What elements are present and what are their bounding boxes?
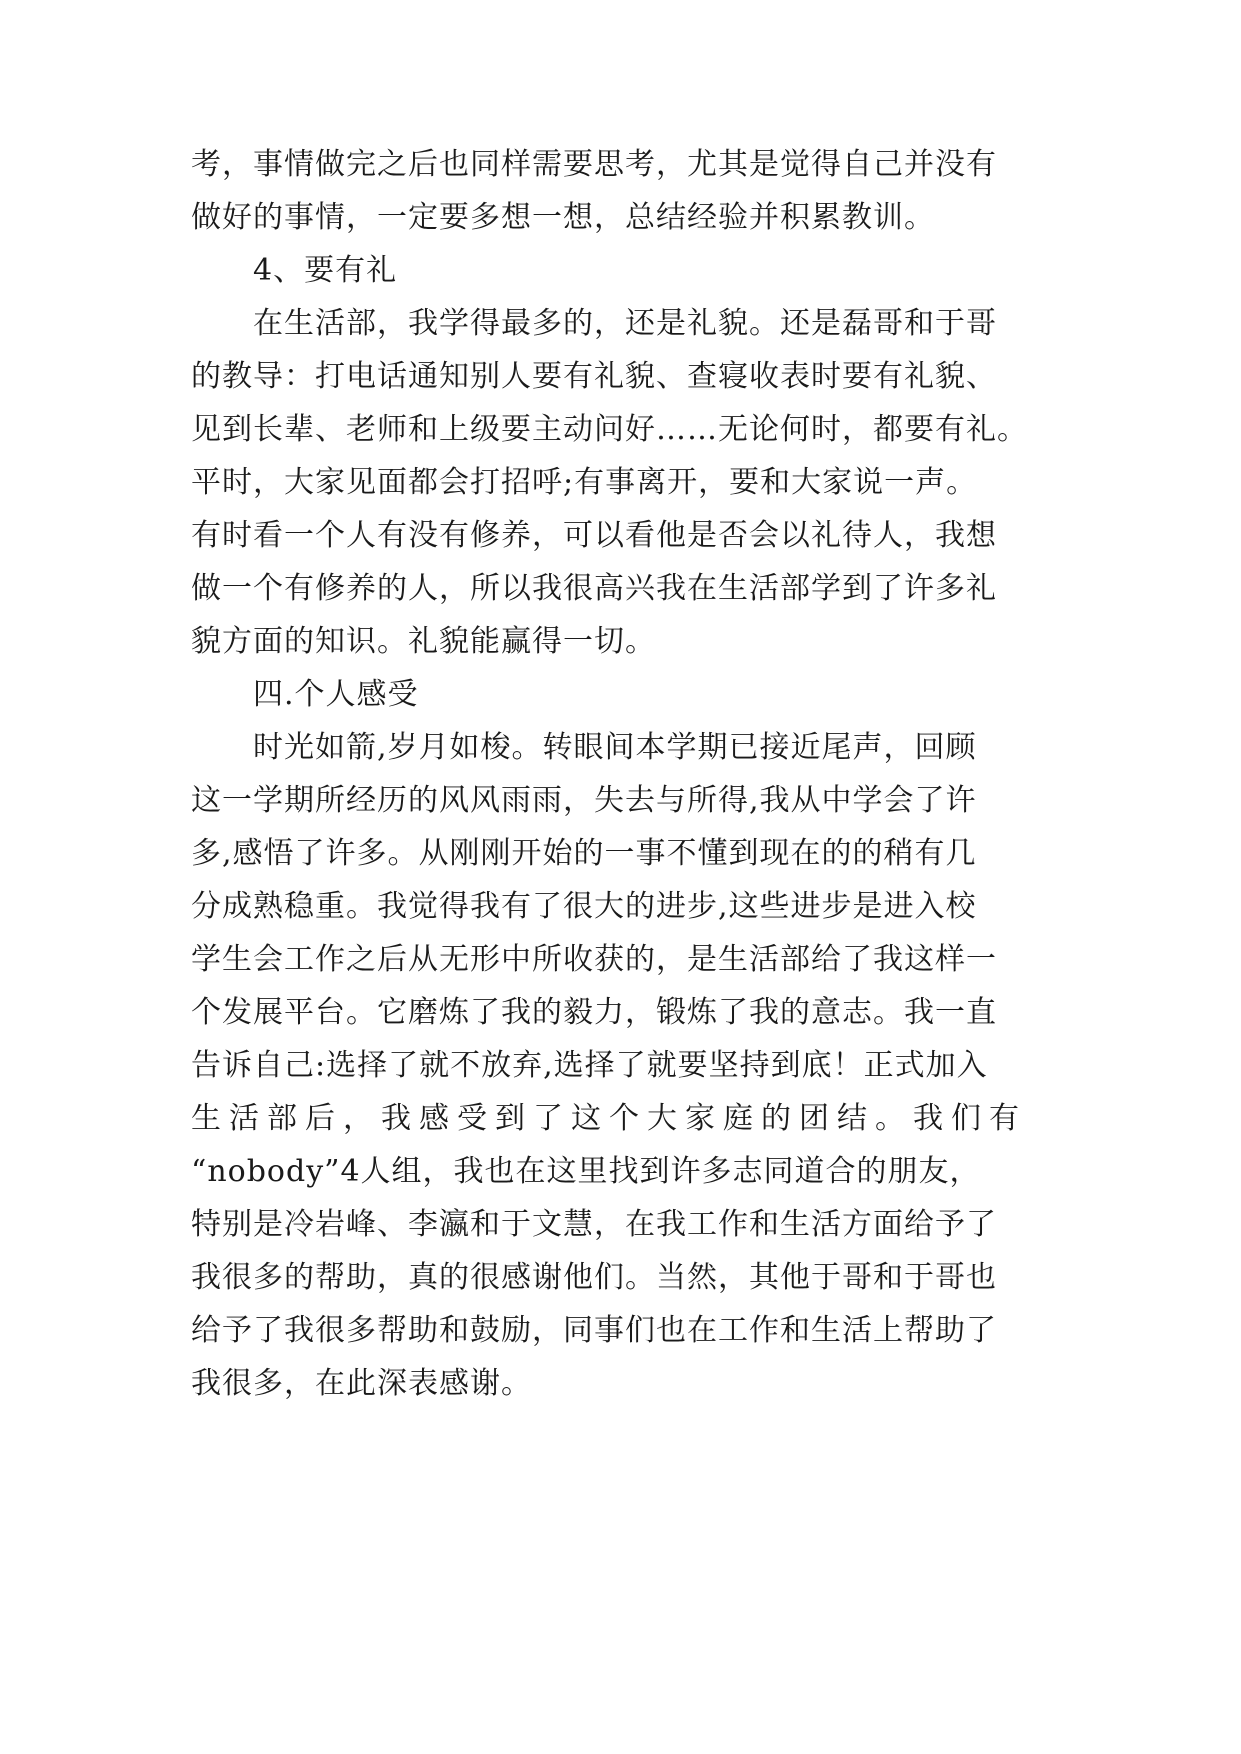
paragraph-line: 告诉自己:选择了就不放弃,选择了就要坚持到底！正式加入: [191, 1048, 988, 1083]
paragraph-line: 时光如箭,岁月如梭。转眼间本学期已接近尾声，回顾: [253, 730, 977, 765]
paragraph-line: “nobody”4人组，我也在这里找到许多志同道合的朋友，: [191, 1154, 981, 1189]
paragraph-line: 的教导：打电话通知别人要有礼貌、查寝收表时要有礼貌、: [191, 359, 997, 394]
paragraph-line: 在生活部，我学得最多的，还是礼貌。还是磊哥和于哥: [253, 306, 997, 341]
paragraph-line: 给予了我很多帮助和鼓励，同事们也在工作和生活上帮助了: [191, 1313, 997, 1348]
paragraph-line: 我很多，在此深表感谢。: [191, 1366, 532, 1401]
paragraph-line: 平时，大家见面都会打招呼;有事离开，要和大家说一声。: [191, 465, 978, 500]
paragraph-line: 有时看一个人有没有修养，可以看他是否会以礼待人，我想: [191, 518, 997, 553]
paragraph-line: 做好的事情，一定要多想一想，总结经验并积累教训。: [191, 200, 935, 235]
paragraph-line: 学生会工作之后从无形中所收获的，是生活部给了我这样一: [191, 942, 997, 977]
paragraph-line: 个发展平台。它磨炼了我的毅力，锻炼了我的意志。我一直: [191, 995, 997, 1030]
paragraph-line: 貌方面的知识。礼貌能赢得一切。: [191, 624, 656, 659]
paragraph-line: 分成熟稳重。我觉得我有了很大的进步,这些进步是进入校: [191, 889, 977, 924]
paragraph-line: 我很多的帮助，真的很感谢他们。当然，其他于哥和于哥也: [191, 1260, 997, 1295]
paragraph-line: 这一学期所经历的风风雨雨，失去与所得,我从中学会了许: [191, 783, 977, 818]
paragraph-line: 做一个有修养的人，所以我很高兴我在生活部学到了许多礼: [191, 571, 997, 606]
paragraph-line: 生活部后，我感受到了这个大家庭的团结。我们有: [191, 1101, 1027, 1136]
paragraph-line: 多,感悟了许多。从刚刚开始的一事不懂到现在的的稍有几: [191, 836, 977, 871]
section-heading: 4、要有礼: [253, 253, 398, 288]
paragraph-line: 特别是冷岩峰、李瀛和于文慧，在我工作和生活方面给予了: [191, 1207, 997, 1242]
paragraph-line: 考，事情做完之后也同样需要思考，尤其是觉得自己并没有: [191, 147, 997, 182]
section-heading: 四.个人感受: [253, 677, 419, 712]
paragraph-line: 见到长辈、老师和上级要主动问好……无论何时，都要有礼。: [191, 412, 1028, 447]
